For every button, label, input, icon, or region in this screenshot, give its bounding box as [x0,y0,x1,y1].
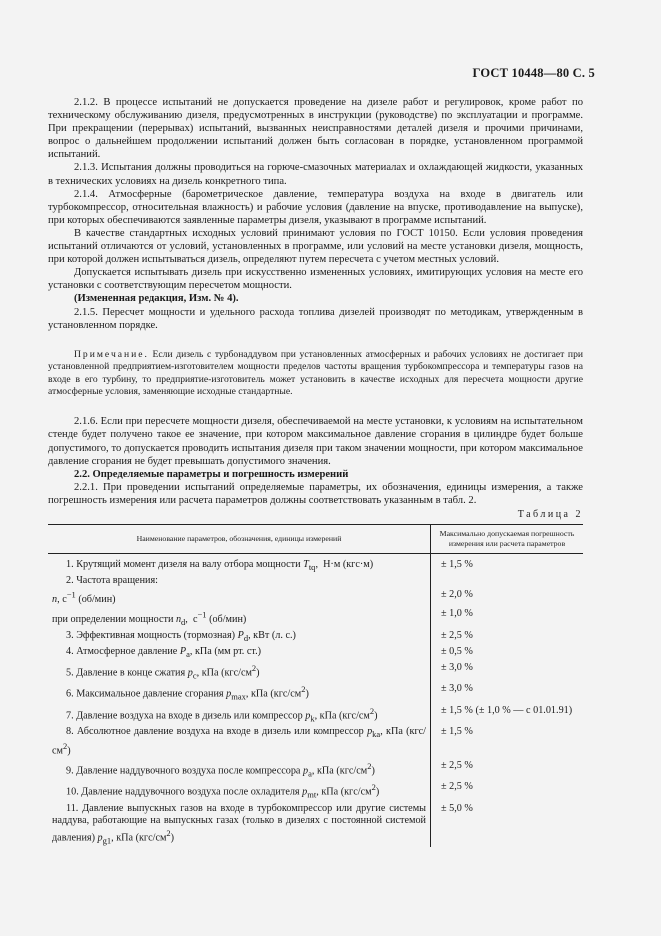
paragraph-2-1-3: 2.1.3. Испытания должны проводиться на горюче-смазочных материалах и охлаждающей жидкости, указанных в технических условиях на дизель конкретного типа. [48,162,583,187]
table-row [48,645,583,661]
table-row [48,558,583,574]
parameter-error: ± 1,5 % (± 1,0 % — с 01.01.91) [441,704,573,716]
note-block [48,349,583,399]
parameter-error: ± 3,0 % [441,661,473,673]
table-header-error: Максимально допускаемая погрешность измерения или расчета параметров [431,525,584,554]
parameter-error: ± 2,0 % [441,589,473,601]
parameter-error: ± 0,5 % [441,645,473,657]
table-row [48,682,583,703]
paragraph-artificial-conditions: Допускается испытывать дизель при искусственно измененных условиях, имитирующих условия на месте его установки с соответствующим пересчетом мощности. [48,267,583,292]
paragraph-2-2-1: 2.2.1. При проведении испытаний определяемые параметры, их обозначения, единицы измерения, а также погрешность измерения или расчета параметров должны соответствовать указанным в табл. 2. [48,481,583,506]
parameter-name: 5. Давление в конце сжатия $p_c$, кПа $(кгс/см^2)$ [48,661,431,682]
parameter-name: 10. Давление наддувочного воздуха после охладителя $p_{mt}$, кПа $(кгс/см^2)$ [48,780,431,801]
page-header: ГОСТ 10448—80 С. 5 [472,66,595,80]
note-label: Примечание. [74,348,149,360]
table-row [48,704,583,725]
parameter-error: ± 1,0 % [441,608,473,620]
paragraph-2-1-4: 2.1.4. Атмосферные (барометрическое давление, температура воздуха на входе в двигатель или турбокомпрессор, относительная влажность) и рабочие условия (давление на впуске, противодавление на выпуске), при которых обеспечиваются заявленные параметры дизеля, указывают в программе испытаний. [48,188,583,226]
parameter-error: ± 1,5 % [441,726,473,738]
table-row [48,725,583,758]
parameter-name: 6. Максимальное давление сгорания $p_{max}$, кПа $(кгс/см^2)$ [48,682,431,703]
amendment-note: (Измененная редакция, Изм. № 4). [74,293,239,305]
parameter-name: 8. Абсолютное давление воздуха на входе в дизель или компрессор $p_{ka}$, кПа $(кгс/см^2)$ [48,725,431,758]
parameter-name: 2. Частота вращения: [48,574,431,588]
parameter-name: 7. Давление воздуха на входе в дизель или компрессор $p_k$, кПа $(кгс/см^2)$ [48,704,431,725]
parameter-error: ± 2,5 % [441,759,473,771]
parameter-name: 9. Давление наддувочного воздуха после компрессора $p_a$, кПа $(кгс/см^2)$ [48,759,431,780]
table-row [48,588,583,607]
paragraph-2-1-6: 2.1.6. Если при пересчете мощности дизеля, обеспечиваемой на месте установки, к условиям на испытательном стенде будет получено такое ее значение, при котором максимальное давление сгорания в цилиндре будет больше допустимого, то допускается проводить испытания дизеля при таком значении мощности, при котором максимальное давление сгорания не будет превышать допустимого значения. [48,416,583,467]
parameter-name: 1. Крутящий момент дизеля на валу отбора мощности $T_{tq}$, Н·м (кгс·м) [48,558,431,574]
parameter-name: 4. Атмосферное давление $P_a$, кПа (мм рт. ст.) [48,645,431,661]
table-row [48,574,583,588]
parameter-error [431,574,584,588]
parameter-error: ± 5,0 % [441,802,473,814]
table-caption: Таблица 2 [517,508,583,520]
table-row [48,759,583,780]
table-row [48,661,583,682]
table-row [48,802,583,847]
paragraph-2-1-5: 2.1.5. Пересчет мощности и удельного расхода топлива дизелей производят по методикам, утвержденным в установленном порядке. [48,306,583,331]
parameter-name: n, $с^{-1}$ (об/мин) [48,588,431,607]
parameter-error: ± 1,5 % [441,559,473,571]
parameter-name: при определении мощности $n_d$, $с^{-1}$ (об/мин) [48,607,431,628]
parameter-error: ± 2,5 % [441,629,473,641]
table-header-parameters: Наименование параметров, обозначения, единицы измерений [48,525,431,554]
table-row [48,629,583,645]
parameter-error: ± 2,5 % [441,781,473,793]
table-header-row [48,525,583,554]
section-heading-2-2: 2.2. Определяемые параметры и погрешность измерений [74,468,349,480]
parameters-table [48,524,583,847]
parameter-name: 11. Давление выпускных газов на входе в турбокомпрессор или другие системы наддува, работающие на выпускных газах (только в дизелях с постоянной системой давления) $p_{g1}$, кПа $(кгс/см^2)$ [48,802,431,847]
parameter-error: ± 3,0 % [441,683,473,695]
table-row [48,780,583,801]
parameter-name: 3. Эффективная мощность (тормозная) $P_d$, кВт (л. с.) [48,629,431,645]
paragraph-2-1-2: 2.1.2. В процессе испытаний не допускается проведение на дизеле работ и регулировок, кроме работ по техническому обслуживанию дизеля, предусмотренных в инструкции (руководстве) по эксплуатации и программе. При прекращении (перерывах) испытаний, вызванных неисправностями деталей дизеля и прочими причинами, вопрос о дальнейшем продолжении испытаний должен быть согласован в порядке, установленном программой испытаний. [48,97,583,161]
paragraph-standard-conditions: В качестве стандартных исходных условий принимают условия по ГОСТ 10150. Если условия проведения испытаний отличаются от условий, установленных в программе, или условий на месте установки дизеля, мощность, при которой должен испытываться дизель, определяют путем пересчета с учетом местных условий. [48,227,583,266]
note-text: Если дизель с турбонаддувом при установленных атмосферных и рабочих условиях не достигает при установленной предприятием-изготовителем мощности пределов частоты вращения турбокомпрессора и температуры газов на входе в его турбину, то предприятие-изготовитель может установить в качестве исходных для пересчета мощности другие атмосферные условия, заменяющие исходные стандартные. [48,348,583,397]
table-row [48,607,583,628]
page-body [48,96,583,847]
